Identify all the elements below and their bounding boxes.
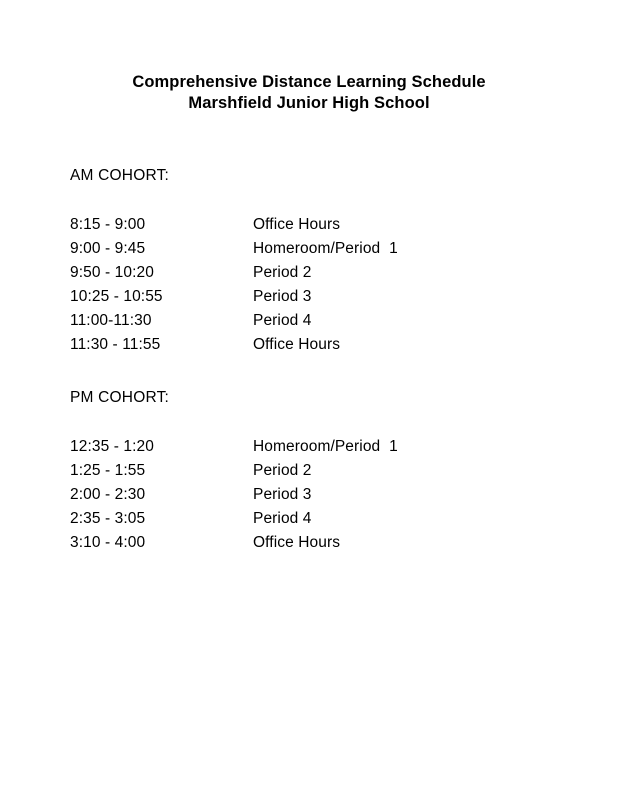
row-time: 9:00 - 9:45 [70,240,146,257]
row-time: 10:25 - 10:55 [70,288,163,305]
schedule-row [70,237,570,261]
row-activity: Homeroom/Period 1 [253,240,398,257]
row-time: 11:30 - 11:55 [70,336,161,353]
row-time: 8:15 - 9:00 [70,216,146,233]
row-activity: Office Hours [253,534,341,551]
row-time: 11:00-11:30 [70,312,152,329]
schedule-row [70,435,570,459]
document-title [0,72,618,114]
row-time: 12:35 - 1:20 [70,438,154,455]
row-activity: Period 4 [253,312,312,329]
row-activity: Homeroom/Period 1 [253,438,398,455]
section-heading-pm-cohort: PM COHORT: [70,389,170,406]
schedule-row [70,213,570,237]
schedule-row [70,309,570,333]
row-activity: Office Hours [253,216,341,233]
row-time: 9:50 - 10:20 [70,264,154,281]
row-activity: Period 3 [253,288,312,305]
schedule-row [70,261,570,285]
row-time: 2:00 - 2:30 [70,486,146,503]
schedule-row [70,483,570,507]
schedule-row [70,333,570,357]
schedule-row [70,285,570,309]
title-line-primary: Comprehensive Distance Learning Schedule [132,73,486,91]
section-am-cohort [70,165,570,357]
row-activity: Period 4 [253,510,312,527]
schedule-row [70,459,570,483]
row-activity: Period 3 [253,486,312,503]
schedule-row [70,531,570,555]
schedule-list-pm-cohort [70,435,570,555]
row-time: 3:10 - 4:00 [70,534,146,551]
title-line-secondary: Marshfield Junior High School [188,94,430,112]
section-heading-am-cohort: AM COHORT: [70,167,170,184]
row-activity: Period 2 [253,264,312,281]
schedule-list-am-cohort [70,213,570,357]
schedule-content [70,165,570,555]
row-activity: Period 2 [253,462,312,479]
row-time: 2:35 - 3:05 [70,510,146,527]
section-pm-cohort [70,387,570,555]
row-time: 1:25 - 1:55 [70,462,146,479]
row-activity: Office Hours [253,336,341,353]
schedule-row [70,507,570,531]
